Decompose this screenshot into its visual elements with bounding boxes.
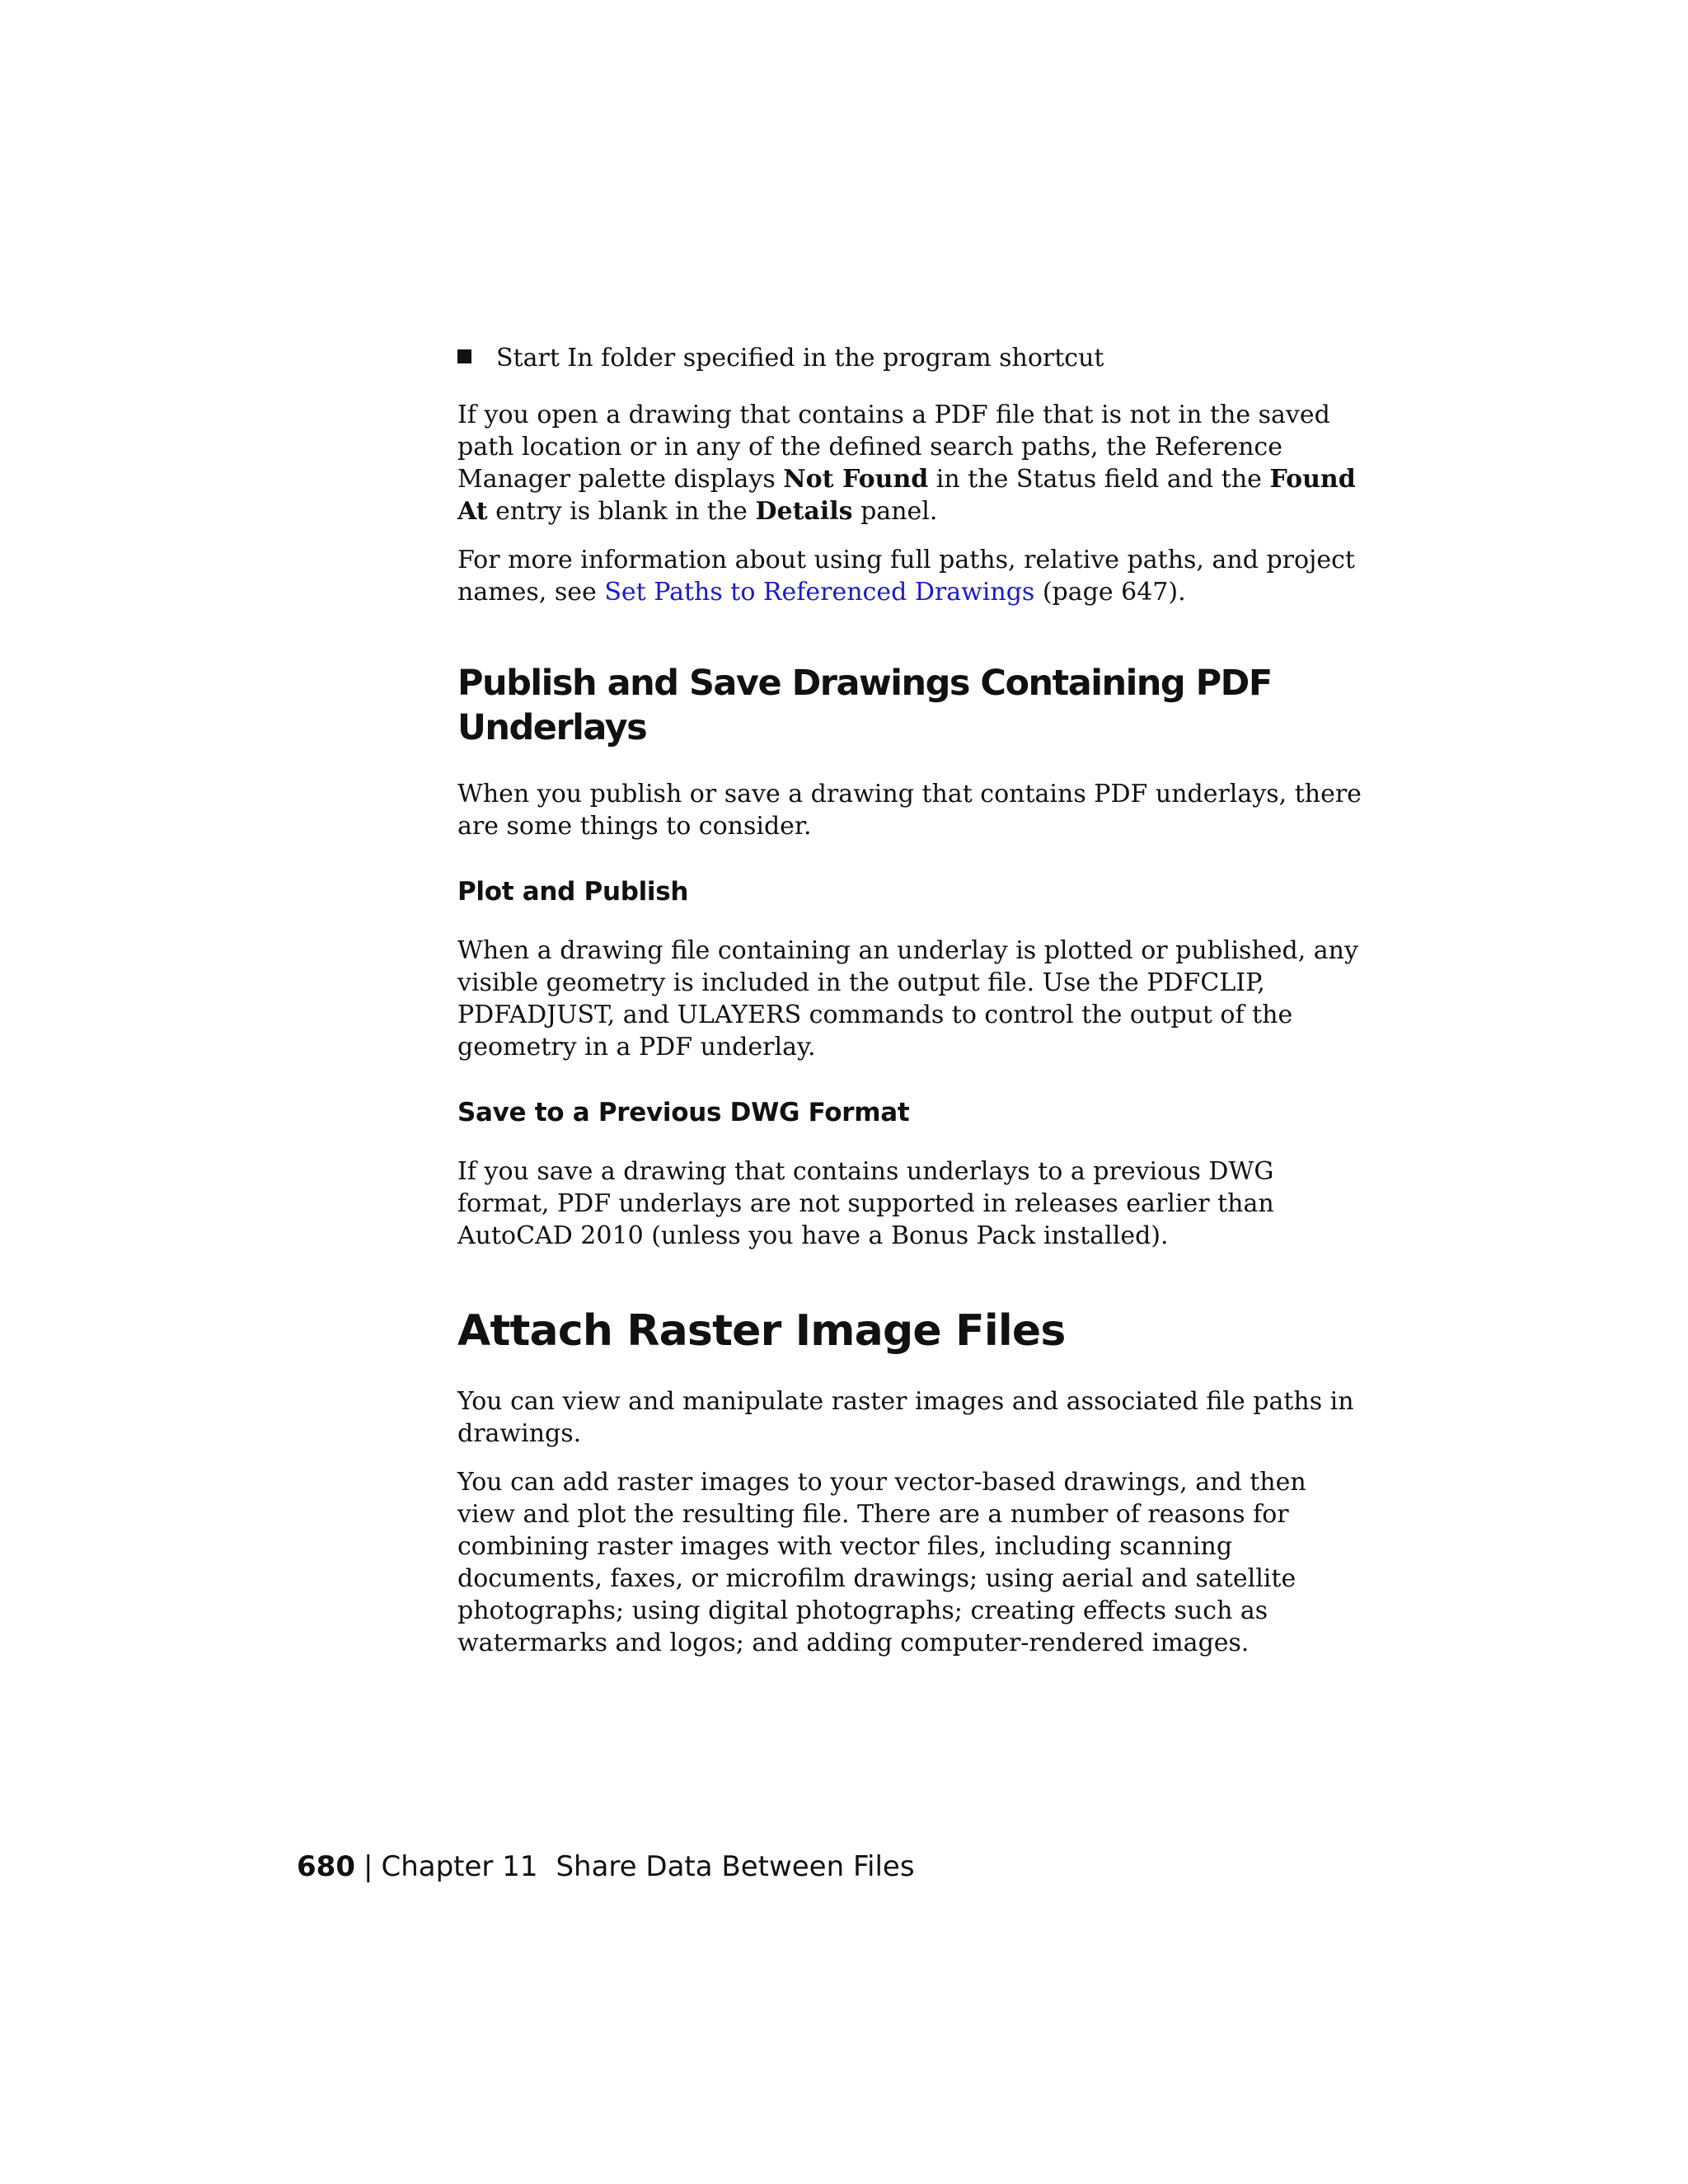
term-details: Details bbox=[755, 497, 853, 526]
footer-chapter: Chapter 11 bbox=[381, 1850, 538, 1883]
list-item-text: Start In folder specified in the program shortcut bbox=[496, 344, 1104, 373]
term-not-found: Not Found bbox=[783, 465, 929, 494]
list-item bbox=[457, 342, 1364, 374]
bullet-square-icon bbox=[457, 349, 471, 363]
footer-chapter-title: Share Data Between Files bbox=[556, 1850, 915, 1883]
paragraph-save-previous: If you save a drawing that contains underlays to a previous DWG format, PDF underlays are not supported in releases earlier than AutoCAD 2010 (unless you have a Bonus Pack installed). bbox=[457, 1157, 1274, 1250]
paragraph-raster-reasons: You can add raster images to your vector-based drawings, and then view and plot the resulting file. There are a number of reasons for combining raster images with vector files, including scanning documents, faxes, or microfilm drawings; using aerial and satellite photographs; using digital photographs; creating effects such as watermarks and logos; and adding computer-rendered images. bbox=[457, 1468, 1306, 1657]
paragraph-text: entry is blank in the bbox=[487, 497, 756, 526]
subheading-plot-publish: Plot and Publish bbox=[457, 877, 689, 907]
section-heading-publish-save: Publish and Save Drawings Containing PDF Underlays bbox=[457, 663, 1272, 748]
term-found-at: Found At bbox=[457, 465, 1356, 526]
page-body bbox=[457, 342, 1364, 1675]
paragraph-text: panel. bbox=[852, 497, 938, 526]
paragraph-text: For more information about using full paths, relative paths, and project names, see bbox=[457, 546, 1355, 607]
paragraph-not-found bbox=[457, 399, 1364, 527]
page-footer bbox=[297, 1849, 915, 1885]
footer-separator: | bbox=[363, 1850, 373, 1883]
section-intro: You can view and manipulate raster images and associated file paths in drawings. bbox=[457, 1387, 1354, 1448]
paragraph-text: If you open a drawing that contains a PDF file that is not in the saved path location or in any of the defined search paths, the Reference Manager palette displays bbox=[457, 401, 1330, 494]
paragraph-text: in the Status field and the bbox=[928, 465, 1270, 494]
subheading-save-previous: Save to a Previous DWG Format bbox=[457, 1098, 910, 1127]
section-heading-attach-raster: Attach Raster Image Files bbox=[457, 1306, 1066, 1356]
set-paths-link[interactable]: Set Paths to Referenced Drawings bbox=[604, 578, 1035, 607]
paragraph-text: (page 647). bbox=[1034, 578, 1186, 607]
paragraph-more-info bbox=[457, 544, 1364, 608]
section-intro: When you publish or save a drawing that contains PDF underlays, there are some things to consider. bbox=[457, 780, 1362, 841]
paragraph-plot-publish: When a drawing file containing an underlay is plotted or published, any visible geometry is included in the output file. Use the PDFCLIP, PDFADJUST, and ULAYERS commands to control the output of the geometry in a PDF underlay. bbox=[457, 936, 1358, 1062]
page-number: 680 bbox=[297, 1850, 355, 1883]
